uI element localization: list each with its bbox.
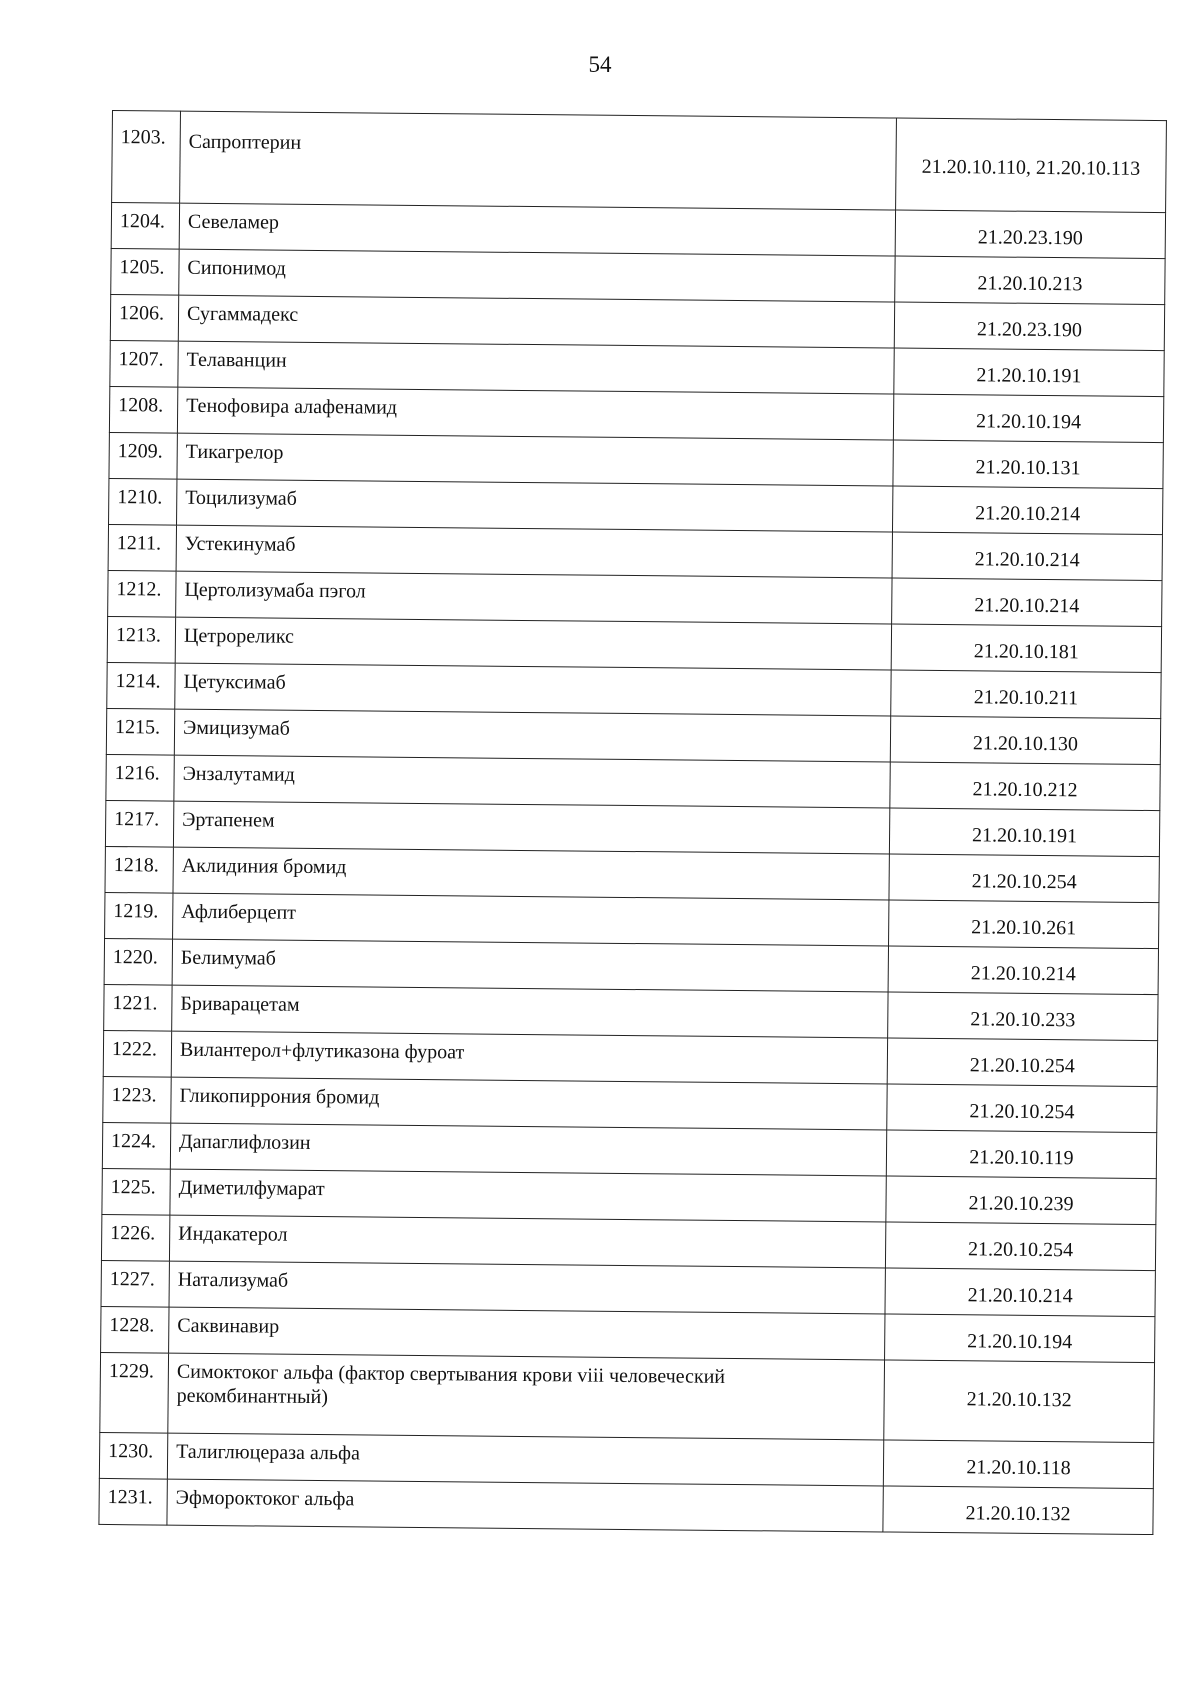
row-number: 1225. <box>102 1168 170 1215</box>
row-number: 1211. <box>108 524 176 571</box>
table-row <box>100 1352 1155 1442</box>
row-number: 1207. <box>110 340 178 387</box>
okpd-code: 21.20.10.181 <box>891 624 1161 673</box>
drug-name: Белимумаб <box>172 939 888 992</box>
drug-name: Тикагрелор <box>177 433 893 486</box>
row-number: 1208. <box>109 386 177 433</box>
okpd-code: 21.20.10.233 <box>888 992 1158 1041</box>
drug-name: Талиглюцераза альфа <box>167 1433 883 1486</box>
okpd-code: 21.20.10.132 <box>884 1360 1155 1443</box>
okpd-code: 21.20.10.130 <box>890 716 1160 765</box>
page-number: 54 <box>588 52 612 77</box>
drug-name: Эмицизумаб <box>174 709 890 762</box>
okpd-code: 21.20.10.132 <box>883 1486 1153 1535</box>
okpd-code: 21.20.10.213 <box>895 256 1165 305</box>
row-number: 1229. <box>100 1352 169 1433</box>
okpd-code: 21.20.10.191 <box>889 808 1159 857</box>
row-number: 1209. <box>109 432 177 479</box>
row-number: 1204. <box>111 203 179 250</box>
okpd-code: 21.20.10.214 <box>892 486 1162 535</box>
okpd-code: 21.20.10.239 <box>886 1176 1156 1225</box>
row-number: 1210. <box>109 478 177 525</box>
okpd-code: 21.20.10.254 <box>887 1038 1157 1087</box>
okpd-code: 21.20.23.190 <box>895 210 1165 259</box>
okpd-code: 21.20.10.254 <box>885 1222 1155 1271</box>
row-number: 1226. <box>101 1214 169 1261</box>
okpd-code: 21.20.10.214 <box>885 1268 1155 1317</box>
okpd-code: 21.20.10.194 <box>893 394 1163 443</box>
row-number: 1228. <box>101 1306 169 1353</box>
row-number: 1212. <box>108 570 176 617</box>
row-number: 1205. <box>111 248 179 295</box>
drug-name: Эртапенем <box>173 801 889 854</box>
drug-name: Дапаглифлозин <box>170 1123 886 1176</box>
okpd-code: 21.20.23.190 <box>894 302 1164 351</box>
drug-name: Симоктоког альфа (фактор свертывания крови viii человеческий рекомбинантный) <box>168 1353 885 1440</box>
drug-name: Бриварацетам <box>172 985 888 1038</box>
okpd-code: 21.20.10.212 <box>890 762 1160 811</box>
drug-name: Эфмороктоког альфа <box>167 1479 883 1532</box>
table-row <box>112 111 1167 213</box>
drug-code-table <box>98 110 1167 1535</box>
okpd-code: 21.20.10.214 <box>892 532 1162 581</box>
row-number: 1231. <box>99 1478 167 1525</box>
drug-name: Энзалутамид <box>174 755 890 808</box>
row-number: 1203. <box>112 111 181 204</box>
row-number: 1230. <box>99 1432 167 1479</box>
okpd-code: 21.20.10.214 <box>888 946 1158 995</box>
okpd-code: 21.20.10.214 <box>892 578 1162 627</box>
okpd-code: 21.20.10.110, 21.20.10.113 <box>896 118 1167 213</box>
table-body <box>99 111 1167 1535</box>
okpd-code: 21.20.10.194 <box>885 1314 1155 1363</box>
row-number: 1223. <box>103 1076 171 1123</box>
row-number: 1219. <box>105 892 173 939</box>
drug-name: Вилантерол+флутиказона фуроат <box>171 1031 887 1084</box>
okpd-code: 21.20.10.131 <box>893 440 1163 489</box>
row-number: 1217. <box>105 800 173 847</box>
drug-name: Индакатерол <box>169 1215 885 1268</box>
row-number: 1216. <box>106 754 174 801</box>
okpd-code: 21.20.10.119 <box>886 1130 1156 1179</box>
okpd-code: 21.20.10.211 <box>891 670 1161 719</box>
row-number: 1221. <box>104 984 172 1031</box>
drug-name: Севеламер <box>179 203 895 256</box>
drug-name: Сипонимод <box>179 249 895 302</box>
drug-name: Натализумаб <box>169 1261 885 1314</box>
drug-name: Цетрореликс <box>175 617 891 670</box>
drug-name: Устекинумаб <box>176 525 892 578</box>
row-number: 1215. <box>106 708 174 755</box>
row-number: 1218. <box>105 846 173 893</box>
drug-name: Цетуксимаб <box>175 663 891 716</box>
okpd-code: 21.20.10.118 <box>883 1440 1153 1489</box>
drug-name: Гликопиррония бромид <box>171 1077 887 1130</box>
row-number: 1227. <box>101 1260 169 1307</box>
row-number: 1214. <box>107 662 175 709</box>
okpd-code: 21.20.10.261 <box>889 900 1159 949</box>
drug-name: Цертолизумаба пэгол <box>176 571 892 624</box>
table-row <box>99 1478 1153 1534</box>
drug-name: Афлиберцепт <box>173 893 889 946</box>
drug-name: Саквинавир <box>169 1307 885 1360</box>
okpd-code: 21.20.10.191 <box>894 348 1164 397</box>
row-number: 1213. <box>107 616 175 663</box>
row-number: 1220. <box>104 938 172 985</box>
drug-name: Аклидиния бромид <box>173 847 889 900</box>
drug-name: Тоцилизумаб <box>177 479 893 532</box>
drug-name: Тенофовира алафенамид <box>177 387 893 440</box>
okpd-code: 21.20.10.254 <box>889 854 1159 903</box>
drug-name: Диметилфумарат <box>170 1169 886 1222</box>
drug-name: Телаванцин <box>178 341 894 394</box>
row-number: 1206. <box>110 294 178 341</box>
okpd-code: 21.20.10.254 <box>887 1084 1157 1133</box>
row-number: 1224. <box>102 1122 170 1169</box>
drug-name: Сугаммадекс <box>178 295 894 348</box>
drug-name: Сапроптерин <box>180 111 897 210</box>
row-number: 1222. <box>103 1030 171 1077</box>
